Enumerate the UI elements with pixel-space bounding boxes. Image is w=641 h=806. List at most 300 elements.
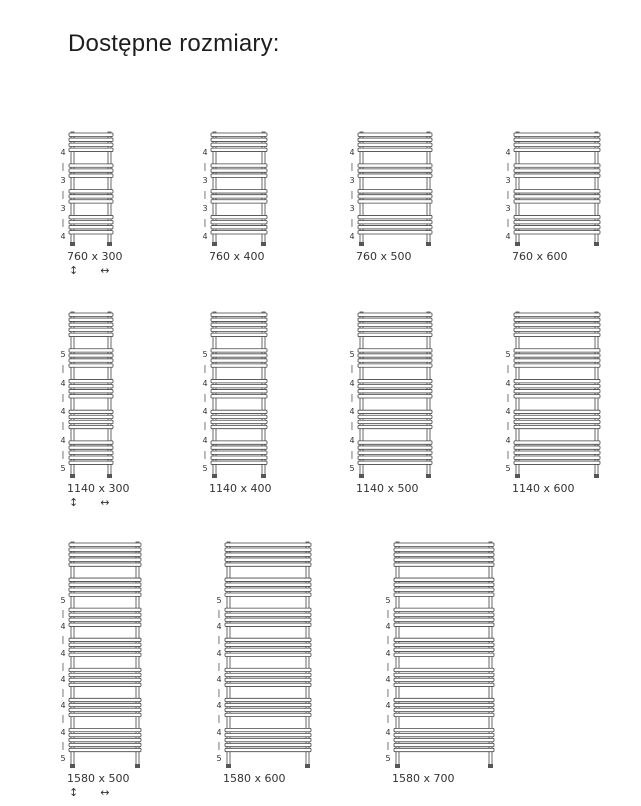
radiator-bar: [358, 143, 432, 146]
radiator-bar: [69, 420, 113, 423]
radiator-bar: [394, 708, 494, 711]
radiator-foot: [212, 242, 217, 246]
dimension-arrows: [69, 264, 109, 277]
radiator-bar: [358, 226, 432, 229]
radiator-bar: [358, 364, 432, 367]
spacing-value: 3: [202, 175, 208, 185]
spacing-value: 4: [385, 727, 391, 737]
radiator-bar: [225, 583, 311, 586]
size-label: 1580 x 700: [392, 772, 455, 785]
radiator-bar: [394, 733, 494, 736]
radiator-bar: [358, 456, 432, 459]
radiator-bar: [514, 318, 600, 321]
radiator-bar: [225, 643, 311, 646]
spacing-divider: |: [217, 635, 221, 645]
spacing-value: 4: [385, 701, 391, 711]
radiator-bar: [211, 456, 267, 459]
radiator-bar: [358, 379, 432, 382]
radiator-bar: [358, 313, 432, 316]
radiator-bar: [225, 683, 311, 686]
radiator-bar: [394, 583, 494, 586]
radiator-bar: [394, 678, 494, 681]
radiator-foot: [261, 474, 266, 478]
radiator-bar: [69, 385, 113, 388]
radiator-bar: [358, 420, 432, 423]
size-label: 1140 x 500: [356, 482, 419, 495]
radiator-bar: [394, 563, 494, 566]
radiator-bar: [69, 231, 113, 234]
radiator-bar: [514, 385, 600, 388]
radiator-bar: [358, 359, 432, 362]
radiator-bar: [211, 349, 267, 352]
radiator-bar: [358, 390, 432, 393]
spacing-value: 4: [60, 648, 66, 658]
radiator-bar: [211, 425, 267, 428]
radiator-bar: [394, 613, 494, 616]
spacing-divider: |: [506, 421, 510, 431]
radiator-bar: [394, 618, 494, 621]
spacing-value: 4: [349, 232, 355, 241]
spacing-divider: |: [61, 449, 65, 459]
spacing-divider: |: [61, 161, 65, 171]
radiator-bar: [69, 593, 141, 596]
radiator-bar: [225, 728, 311, 731]
radiator-bar: [514, 143, 600, 146]
radiator-bar: [514, 354, 600, 357]
radiator-bar: [69, 313, 113, 316]
spacing-divider: |: [203, 421, 207, 431]
radiator-foot: [70, 474, 75, 478]
spacing-value: 3: [349, 175, 355, 185]
radiator-bar: [211, 164, 267, 167]
radiator-item: [505, 312, 600, 514]
spacing-divider: |: [386, 661, 390, 671]
radiator-bar: [394, 698, 494, 701]
radiator-bar: [69, 379, 113, 382]
radiator-item: [385, 542, 494, 804]
spacing-value: 3: [60, 203, 66, 213]
spacing-divider: |: [217, 661, 221, 671]
radiator-bar: [514, 138, 600, 141]
radiator-bar: [225, 563, 311, 566]
radiator-bar: [211, 441, 267, 444]
radiator-bar: [69, 608, 141, 611]
radiator-bar: [211, 415, 267, 418]
radiator-bar: [514, 169, 600, 172]
dimension-arrows: [69, 786, 109, 799]
radiator-foot: [135, 764, 140, 768]
spacing-divider: |: [217, 740, 221, 750]
radiator-bar: [211, 359, 267, 362]
radiator-bar: [514, 190, 600, 193]
radiator-bar: [394, 623, 494, 626]
radiator-drawing: [69, 312, 113, 478]
spacing-divider: |: [350, 364, 354, 374]
radiator-bar: [69, 673, 141, 676]
radiator-bar: [69, 548, 141, 551]
spacing-divider: |: [350, 392, 354, 402]
radiator-bar: [69, 333, 113, 336]
spacing-divider: |: [386, 635, 390, 645]
size-label: 1580 x 600: [223, 772, 286, 785]
radiator-bar: [358, 200, 432, 203]
radiator-bar: [358, 441, 432, 444]
spacing-value: 4: [385, 648, 391, 658]
spacing-value: 4: [505, 378, 511, 388]
radiator-bar: [211, 138, 267, 141]
radiator-bar: [358, 354, 432, 357]
radiator-bar: [514, 395, 600, 398]
radiator-bar: [394, 673, 494, 676]
radiator-bar: [69, 578, 141, 581]
spacing-value: 4: [60, 435, 66, 445]
radiator-bar: [211, 221, 267, 224]
spacing-value: 4: [505, 147, 511, 157]
radiator-bar: [514, 133, 600, 136]
radiator-bar: [394, 578, 494, 581]
spacing-value: 4: [202, 407, 208, 417]
radiator-bar: [69, 451, 113, 454]
radiator-bar: [394, 648, 494, 651]
radiator-bar: [69, 668, 141, 671]
spacing-value: 3: [60, 175, 66, 185]
spacing-value: 4: [216, 701, 222, 711]
radiator-drawing: [211, 312, 267, 478]
radiator-drawing: [358, 132, 432, 246]
page-title: Dostępne rozmiary:: [68, 30, 280, 57]
radiator-bar: [514, 420, 600, 423]
radiator-foot: [395, 764, 400, 768]
radiator-drawing: [69, 542, 141, 768]
radiator-bar: [358, 215, 432, 218]
spacing-divider: |: [61, 688, 65, 698]
radiator-item: [349, 132, 432, 282]
spacing-value: 3: [505, 175, 511, 185]
radiator-bar: [69, 323, 113, 326]
spacing-divider: |: [61, 189, 65, 199]
size-label: 1580 x 500: [67, 772, 130, 785]
radiator-bar: [514, 461, 600, 464]
radiator-bar: [225, 708, 311, 711]
radiator-bar: [394, 748, 494, 751]
radiator-bar: [358, 425, 432, 428]
radiator-foot: [261, 242, 266, 246]
radiator-item: [202, 312, 272, 514]
radiator-bar: [69, 425, 113, 428]
radiator-bar: [394, 738, 494, 741]
height-arrow-icon: ↕: [69, 264, 79, 277]
radiator-bar: [225, 588, 311, 591]
radiator-bar: [514, 379, 600, 382]
radiator-bar: [514, 446, 600, 449]
radiator-bar: [225, 578, 311, 581]
spacing-divider: |: [506, 364, 510, 374]
radiator-bar: [211, 226, 267, 229]
spacing-divider: |: [350, 189, 354, 199]
radiator-drawing: [69, 132, 113, 246]
radiator-bar: [225, 653, 311, 656]
spacing-value: 5: [202, 350, 208, 360]
radiator-bar: [358, 195, 432, 198]
spacing-divider: |: [506, 161, 510, 171]
radiator-foot: [212, 474, 217, 478]
radiator-bar: [394, 638, 494, 641]
radiator-foot: [107, 242, 112, 246]
spacing-value: 5: [349, 350, 355, 360]
radiator-bar: [514, 359, 600, 362]
radiator-bar: [514, 226, 600, 229]
spacing-value: 4: [385, 674, 391, 684]
spacing-value: 5: [505, 464, 511, 473]
radiator-bar: [225, 558, 311, 561]
radiator-bar: [69, 441, 113, 444]
spacing-value: 4: [60, 674, 66, 684]
radiator-bar: [225, 548, 311, 551]
radiator-bar: [358, 395, 432, 398]
width-arrow-icon: ↔: [100, 786, 110, 799]
radiator-foot: [426, 242, 431, 246]
radiator-bar: [69, 703, 141, 706]
radiator-bar: [69, 446, 113, 449]
radiator-foot: [305, 764, 310, 768]
dimension-arrows: [69, 496, 109, 509]
spacing-value: 5: [385, 754, 391, 763]
radiator-bar: [514, 148, 600, 151]
radiator-drawing: [514, 132, 600, 246]
radiator-bar: [69, 558, 141, 561]
spacing-divider: |: [61, 392, 65, 402]
radiator-bar: [514, 441, 600, 444]
radiator-bar: [211, 385, 267, 388]
radiator-bar: [69, 613, 141, 616]
radiator-foot: [359, 242, 364, 246]
radiator-bar: [69, 359, 113, 362]
radiator-bar: [225, 748, 311, 751]
radiator-item: [60, 312, 130, 514]
spacing-value: 3: [349, 203, 355, 213]
spacing-divider: |: [61, 714, 65, 724]
radiator-bar: [358, 174, 432, 177]
spacing-divider: |: [350, 218, 354, 227]
spacing-divider: |: [350, 421, 354, 431]
radiator-item: [216, 542, 311, 804]
radiator-bar: [394, 588, 494, 591]
radiator-bar: [211, 318, 267, 321]
spacing-value: 4: [60, 232, 66, 241]
spacing-value: 4: [60, 727, 66, 737]
spacing-divider: |: [61, 364, 65, 374]
radiator-bar: [514, 221, 600, 224]
radiator-bar: [69, 638, 141, 641]
radiator-bar: [69, 143, 113, 146]
radiator-bar: [225, 543, 311, 546]
spacing-value: 4: [202, 378, 208, 388]
radiator-bar: [514, 425, 600, 428]
radiator-bar: [69, 623, 141, 626]
radiator-bar: [514, 390, 600, 393]
radiator-item: [349, 312, 432, 514]
radiator-bar: [211, 379, 267, 382]
radiator-bar: [225, 593, 311, 596]
radiator-bar: [211, 410, 267, 413]
radiator-bar: [225, 613, 311, 616]
radiator-bar: [514, 195, 600, 198]
radiator-bar: [69, 648, 141, 651]
radiator-bar: [69, 200, 113, 203]
spacing-value: 5: [60, 464, 66, 473]
radiator-bar: [358, 328, 432, 331]
radiator-bar: [211, 323, 267, 326]
radiator-bar: [211, 390, 267, 393]
radiator-foot: [226, 764, 231, 768]
radiator-foot: [594, 474, 599, 478]
radiator-bar: [211, 333, 267, 336]
spacing-value: 5: [385, 595, 391, 605]
radiator-bar: [394, 713, 494, 716]
radiator-bar: [69, 553, 141, 556]
spacing-divider: |: [203, 218, 207, 227]
radiator-drawing: [514, 312, 600, 478]
radiator-bar: [69, 174, 113, 177]
spacing-divider: |: [350, 161, 354, 171]
radiator-bar: [514, 333, 600, 336]
radiator-bar: [69, 364, 113, 367]
radiator-bar: [69, 349, 113, 352]
radiator-item: [202, 132, 267, 282]
radiator-bar: [211, 195, 267, 198]
spacing-value: 4: [60, 407, 66, 417]
radiator-bar: [211, 395, 267, 398]
radiator-drawing: [211, 132, 267, 246]
radiator-bar: [69, 738, 141, 741]
radiator-foot: [107, 474, 112, 478]
radiator-bar: [69, 698, 141, 701]
radiator-bar: [69, 354, 113, 357]
spacing-value: 4: [349, 435, 355, 445]
radiator-foot: [515, 242, 520, 246]
spacing-value: 4: [216, 674, 222, 684]
radiator-bar: [394, 608, 494, 611]
spacing-divider: |: [61, 740, 65, 750]
spacing-value: 4: [202, 435, 208, 445]
radiator-bar: [69, 133, 113, 136]
spacing-divider: |: [61, 661, 65, 671]
spacing-divider: |: [61, 218, 65, 227]
radiator-bar: [69, 415, 113, 418]
radiator-bar: [394, 643, 494, 646]
radiator-bar: [514, 364, 600, 367]
spacing-value: 5: [216, 595, 222, 605]
radiator-bar: [69, 138, 113, 141]
radiator-bar: [69, 713, 141, 716]
radiator-bar: [225, 668, 311, 671]
radiator-bar: [514, 215, 600, 218]
radiator-bar: [358, 461, 432, 464]
spacing-divider: |: [386, 688, 390, 698]
radiator-bar: [358, 169, 432, 172]
spacing-divider: |: [217, 714, 221, 724]
radiator-bar: [358, 446, 432, 449]
radiator-bar: [514, 200, 600, 203]
radiator-bar: [69, 221, 113, 224]
radiator-bar: [69, 318, 113, 321]
radiator-bar: [358, 333, 432, 336]
radiator-bar: [69, 748, 141, 751]
radiator-bar: [225, 618, 311, 621]
radiator-bar: [225, 738, 311, 741]
spacing-divider: |: [217, 608, 221, 618]
spacing-value: 4: [349, 407, 355, 417]
spacing-divider: |: [217, 688, 221, 698]
spacing-value: 5: [60, 595, 66, 605]
radiator-bar: [211, 461, 267, 464]
radiator-bar: [225, 638, 311, 641]
spacing-value: 4: [216, 648, 222, 658]
radiator-bar: [394, 548, 494, 551]
radiator-foot: [70, 242, 75, 246]
radiator-bar: [211, 148, 267, 151]
radiator-bar: [211, 215, 267, 218]
spacing-value: 4: [349, 147, 355, 157]
radiator-bar: [211, 313, 267, 316]
radiator-bar: [358, 231, 432, 234]
radiator-bar: [358, 323, 432, 326]
radiator-bar: [358, 410, 432, 413]
radiator-bar: [69, 215, 113, 218]
radiator-bar: [394, 703, 494, 706]
radiator-bar: [211, 328, 267, 331]
radiator-bar: [358, 148, 432, 151]
radiator-bar: [225, 673, 311, 676]
spacing-value: 4: [60, 147, 66, 157]
radiator-bar: [514, 415, 600, 418]
spacing-divider: |: [350, 449, 354, 459]
spacing-value: 4: [505, 435, 511, 445]
radiator-bar: [394, 593, 494, 596]
radiator-bar: [514, 328, 600, 331]
spacing-value: 4: [60, 622, 66, 632]
radiator-bar: [69, 563, 141, 566]
spacing-divider: |: [506, 218, 510, 227]
spacing-value: 5: [216, 754, 222, 763]
radiator-item: [60, 542, 141, 804]
radiator-bar: [69, 708, 141, 711]
spacing-value: 3: [202, 203, 208, 213]
radiator-bar: [69, 583, 141, 586]
radiator-foot: [359, 474, 364, 478]
radiator-bar: [394, 558, 494, 561]
radiator-bar: [69, 618, 141, 621]
radiator-bar: [69, 190, 113, 193]
radiator-bar: [211, 174, 267, 177]
radiator-bar: [358, 164, 432, 167]
radiator-item: [60, 132, 123, 282]
radiator-bar: [69, 226, 113, 229]
spacing-divider: |: [203, 392, 207, 402]
radiator-bar: [69, 148, 113, 151]
spacing-value: 5: [349, 464, 355, 473]
spacing-value: 4: [385, 622, 391, 632]
spacing-divider: |: [506, 449, 510, 459]
radiator-bar: [211, 231, 267, 234]
radiator-drawing: [358, 312, 432, 478]
radiator-bar: [69, 733, 141, 736]
radiator-bar: [225, 703, 311, 706]
radiator-bar: [358, 133, 432, 136]
spacing-value: 4: [349, 378, 355, 388]
radiator-bar: [514, 451, 600, 454]
radiator-bar: [225, 733, 311, 736]
